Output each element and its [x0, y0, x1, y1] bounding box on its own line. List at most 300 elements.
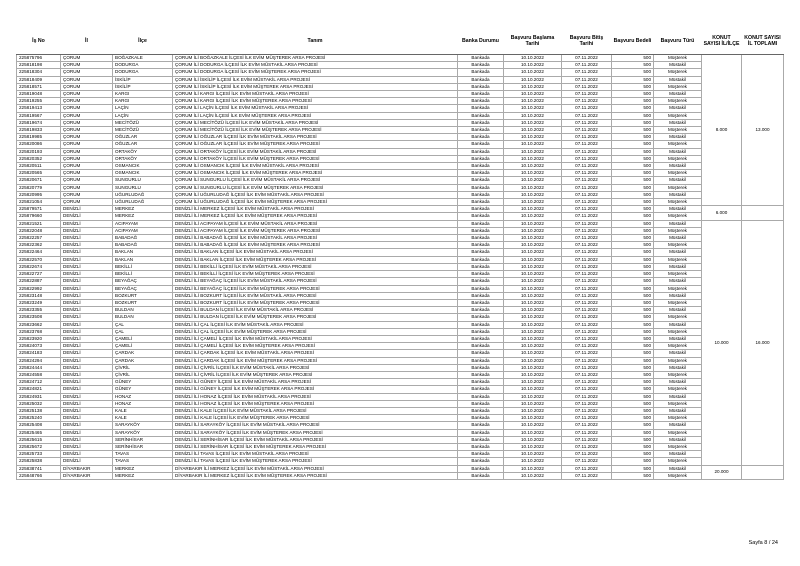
- table-cell: BEKİLLİ: [113, 271, 173, 278]
- table-cell: 225824712: [17, 379, 61, 386]
- table-cell: DENİZLİ: [61, 436, 113, 443]
- table-cell: 225824821: [17, 386, 61, 393]
- table-row: [17, 155, 784, 162]
- table-row: [17, 220, 784, 227]
- table-cell: ÇORUM: [61, 98, 113, 105]
- table-cell: 10.10.2022: [504, 134, 562, 141]
- table-cell: 10.10.2022: [504, 213, 562, 220]
- table-cell: ÇORUM: [61, 55, 113, 62]
- table-cell: 500: [612, 364, 654, 371]
- table-cell: 10.10.2022: [504, 141, 562, 148]
- table-cell: 500: [612, 271, 654, 278]
- table-cell: 500: [612, 386, 654, 393]
- column-header: Başvuru Türü: [654, 28, 702, 55]
- table-row: [17, 422, 784, 429]
- table-cell: Bankada: [458, 155, 504, 162]
- table-cell: MERKEZ: [113, 213, 173, 220]
- table-cell: ÇORUM: [61, 155, 113, 162]
- table-cell: ÇORUM: [61, 141, 113, 148]
- table-row: [17, 299, 784, 306]
- table-cell: ÇORUM İLİ UĞURLUDAĞ İLÇESİ İLK EVİM MÜŞTEREK ARSA PROJESİ: [173, 199, 458, 206]
- table-cell: 10.10.2022: [504, 155, 562, 162]
- table-cell: 225820565: [17, 170, 61, 177]
- table-cell: MECİTÖZÜ: [113, 127, 173, 134]
- table-cell: Müstakil: [654, 220, 702, 227]
- table-cell: DENİZLİ İLİ KALE İLÇESİ İLK EVİM MÜSTAKİL ARSA PROJESİ: [173, 407, 458, 414]
- table-cell: 500: [612, 69, 654, 76]
- table-cell: DENİZLİ: [61, 242, 113, 249]
- table-cell: 500: [612, 134, 654, 141]
- table-cell: DİYARBAKIR: [61, 465, 113, 472]
- table-cell: 07.11.2022: [562, 350, 612, 357]
- table-cell: 07.11.2022: [562, 170, 612, 177]
- table-cell: 07.11.2022: [562, 184, 612, 191]
- table-cell: MERKEZ: [113, 206, 173, 213]
- table-cell: DENİZLİ İLİ GÜNEY İLÇESİ İLK EVİM MÜSTAKİL ARSA PROJESİ: [173, 379, 458, 386]
- table-cell: Bankada: [458, 451, 504, 458]
- table-cell: DENİZLİ: [61, 386, 113, 393]
- table-cell: Bankada: [458, 393, 504, 400]
- table-cell: Bankada: [458, 343, 504, 350]
- table-cell: 500: [612, 285, 654, 292]
- table-cell: ÇORUM İLİ BOĞAZKALE İLÇESİ İLK EVİM MÜŞTEREK ARSA PROJESİ: [173, 55, 458, 62]
- table-cell: Bankada: [458, 134, 504, 141]
- table-cell: Bankada: [458, 119, 504, 126]
- table-cell: 500: [612, 184, 654, 191]
- table-cell: 07.11.2022: [562, 177, 612, 184]
- table-cell: 225823768: [17, 328, 61, 335]
- table-cell: Müşterek: [654, 371, 702, 378]
- table-cell: Müşterek: [654, 213, 702, 220]
- table-cell: 10.10.2022: [504, 91, 562, 98]
- table-cell: 10.10.2022: [504, 55, 562, 62]
- table-row: [17, 451, 784, 458]
- table-cell: ÇORUM İLİ ORTAKÖY İLÇESİ İLK EVİM MÜSTAKİL ARSA PROJESİ: [173, 148, 458, 155]
- table-row: [17, 69, 784, 76]
- table-cell: 10.10.2022: [504, 163, 562, 170]
- table-row: [17, 62, 784, 69]
- table-cell: Bankada: [458, 307, 504, 314]
- table-cell: ÇORUM: [61, 76, 113, 83]
- table-cell: 07.11.2022: [562, 364, 612, 371]
- table-cell: Müşterek: [654, 299, 702, 306]
- table-cell: DENİZLİ İLİ BABADAĞ İLÇESİ İLK EVİM MÜŞTEREK ARSA PROJESİ: [173, 242, 458, 249]
- table-cell: DENİZLİ: [61, 328, 113, 335]
- table-cell: Bankada: [458, 436, 504, 443]
- table-cell: ÇORUM: [61, 91, 113, 98]
- table-cell: DENİZLİ İLİ HONAZ İLÇESİ İLK EVİM MÜSTAKİL ARSA PROJESİ: [173, 393, 458, 400]
- table-row: [17, 256, 784, 263]
- column-header: KONUT SAYISI İL/İLÇE: [702, 28, 742, 55]
- table-cell: ÇORUM İLİ LAÇİN İLÇESİ İLK EVİM MÜŞTEREK ARSA PROJESİ: [173, 112, 458, 119]
- table-cell: 500: [612, 155, 654, 162]
- table-cell: 225823249: [17, 299, 61, 306]
- table-cell: 07.11.2022: [562, 357, 612, 364]
- table-cell: Bankada: [458, 55, 504, 62]
- table-cell: HONAZ: [113, 393, 173, 400]
- table-cell: 225823508: [17, 314, 61, 321]
- table-row: [17, 436, 784, 443]
- column-header: İş No: [17, 28, 61, 55]
- table-cell: Bankada: [458, 170, 504, 177]
- table-cell: Bankada: [458, 335, 504, 342]
- table-cell: 500: [612, 407, 654, 414]
- table-row: [17, 278, 784, 285]
- table-cell: DİYARBAKIR: [61, 472, 113, 479]
- table-row: [17, 249, 784, 256]
- table-cell: 500: [612, 335, 654, 342]
- table-cell: 225825838: [17, 458, 61, 465]
- table-cell: Müşterek: [654, 285, 702, 292]
- table-cell: DENİZLİ İLİ BEKİLLİ İLÇESİ İLK EVİM MÜSTAKİL ARSA PROJESİ: [173, 263, 458, 270]
- table-cell: 10.10.2022: [504, 206, 562, 213]
- table-cell: 500: [612, 119, 654, 126]
- table-cell: Bankada: [458, 199, 504, 206]
- table-row: [17, 379, 784, 386]
- table-cell: Müstakil: [654, 335, 702, 342]
- table-cell: Müşterek: [654, 55, 702, 62]
- table-cell: 07.11.2022: [562, 134, 612, 141]
- table-cell: Müstakil: [654, 134, 702, 141]
- table-cell: DENİZLİ: [61, 256, 113, 263]
- table-cell: 07.11.2022: [562, 436, 612, 443]
- table-cell: Müstakil: [654, 292, 702, 299]
- table-cell: Müşterek: [654, 415, 702, 422]
- table-cell: 10.10.2022: [504, 170, 562, 177]
- table-cell: 10.10.2022: [504, 451, 562, 458]
- table-row: [17, 357, 784, 364]
- table-cell: 07.11.2022: [562, 393, 612, 400]
- table-row: [17, 148, 784, 155]
- table-cell: BULDAN: [113, 307, 173, 314]
- table-cell: DENİZLİ: [61, 443, 113, 450]
- table-cell: ÇAMELİ: [113, 343, 173, 350]
- table-cell: DENİZLİ: [61, 407, 113, 414]
- table-cell: 07.11.2022: [562, 91, 612, 98]
- table-cell: 225822727: [17, 271, 61, 278]
- table-cell: 500: [612, 350, 654, 357]
- table-row: [17, 335, 784, 342]
- table-cell: ÇORUM: [61, 134, 113, 141]
- table-cell: 07.11.2022: [562, 285, 612, 292]
- table-cell: UĞURLUDAĞ: [113, 191, 173, 198]
- table-cell: LAÇİN: [113, 105, 173, 112]
- table-row: [17, 307, 784, 314]
- table-cell: DENİZLİ İLİ BOZKURT İLÇESİ İLK EVİM MÜŞTEREK ARSA PROJESİ: [173, 299, 458, 306]
- table-row: [17, 350, 784, 357]
- table-cell: Müşterek: [654, 199, 702, 206]
- table-cell: Bankada: [458, 69, 504, 76]
- table-cell: Müstakil: [654, 422, 702, 429]
- table-cell: 225822887: [17, 278, 61, 285]
- table-cell: 225820086: [17, 141, 61, 148]
- table-cell: 07.11.2022: [562, 271, 612, 278]
- table-cell: 225825733: [17, 451, 61, 458]
- table-cell: 07.11.2022: [562, 76, 612, 83]
- table-cell: DENİZLİ İLİ GÜNEY İLÇESİ İLK EVİM MÜŞTEREK ARSA PROJESİ: [173, 386, 458, 393]
- table-cell: 500: [612, 472, 654, 479]
- table-cell: Bankada: [458, 242, 504, 249]
- table-cell: 225823355: [17, 307, 61, 314]
- table-cell: 225818409: [17, 76, 61, 83]
- table-row: [17, 285, 784, 292]
- table-cell: 500: [612, 400, 654, 407]
- table-cell: ÇAL: [113, 328, 173, 335]
- table-cell: 07.11.2022: [562, 155, 612, 162]
- table-cell: 500: [612, 263, 654, 270]
- table-cell: 225819413: [17, 105, 61, 112]
- table-cell: 10.10.2022: [504, 299, 562, 306]
- table-cell: 10.10.2022: [504, 415, 562, 422]
- table-cell: DENİZLİ: [61, 415, 113, 422]
- table-cell: Bankada: [458, 458, 504, 465]
- table-cell: 10.10.2022: [504, 443, 562, 450]
- table-row: [17, 328, 784, 335]
- table-cell: 07.11.2022: [562, 191, 612, 198]
- table-row: [17, 458, 784, 465]
- table-cell: Müstakil: [654, 249, 702, 256]
- table-row: [17, 415, 784, 422]
- table-cell: 225820193: [17, 148, 61, 155]
- table-cell: 225824558: [17, 371, 61, 378]
- table-cell: 225819674: [17, 119, 61, 126]
- table-cell: 225818571: [17, 83, 61, 90]
- table-cell: 10.10.2022: [504, 465, 562, 472]
- table-cell: Müşterek: [654, 271, 702, 278]
- table-cell: 10.10.2022: [504, 393, 562, 400]
- table-cell: DENİZLİ: [61, 400, 113, 407]
- table-cell: 225818304: [17, 69, 61, 76]
- table-cell: 10.10.2022: [504, 119, 562, 126]
- table-cell: KARGI: [113, 91, 173, 98]
- table-cell: 07.11.2022: [562, 451, 612, 458]
- konut-sayisi-ilce-cell: 20.000: [702, 465, 742, 479]
- table-row: [17, 112, 784, 119]
- table-cell: KARGI: [113, 98, 173, 105]
- table-cell: ÇORUM: [61, 148, 113, 155]
- table-cell: 225823662: [17, 321, 61, 328]
- table-cell: DENİZLİ: [61, 213, 113, 220]
- table-cell: Bankada: [458, 285, 504, 292]
- table-cell: ÇORUM: [61, 69, 113, 76]
- table-cell: ÇORUM: [61, 62, 113, 69]
- table-cell: DODURGA: [113, 69, 173, 76]
- table-cell: Müşterek: [654, 400, 702, 407]
- table-cell: 225825672: [17, 443, 61, 450]
- table-cell: ACIPAYAM: [113, 220, 173, 227]
- table-cell: 07.11.2022: [562, 278, 612, 285]
- table-cell: 10.10.2022: [504, 292, 562, 299]
- table-cell: Müşterek: [654, 127, 702, 134]
- table-cell: OĞUZLAR: [113, 134, 173, 141]
- table-cell: DENİZLİ: [61, 285, 113, 292]
- table-cell: DENİZLİ: [61, 458, 113, 465]
- table-cell: 10.10.2022: [504, 263, 562, 270]
- table-cell: 10.10.2022: [504, 364, 562, 371]
- table-cell: 225879660: [17, 213, 61, 220]
- table-cell: OĞUZLAR: [113, 141, 173, 148]
- table-header-row: [17, 28, 784, 55]
- table-row: [17, 235, 784, 242]
- table-cell: DENİZLİ: [61, 451, 113, 458]
- table-cell: 10.10.2022: [504, 191, 562, 198]
- table-row: [17, 199, 784, 206]
- table-cell: 10.10.2022: [504, 127, 562, 134]
- table-cell: 10.10.2022: [504, 83, 562, 90]
- table-row: [17, 386, 784, 393]
- table-cell: 10.10.2022: [504, 429, 562, 436]
- table-row: [17, 227, 784, 234]
- table-cell: DENİZLİ İLİ ÇİVRİL İLÇESİ İLK EVİM MÜSTAKİL ARSA PROJESİ: [173, 364, 458, 371]
- table-cell: DENİZLİ İLİ ÇİVRİL İLÇESİ İLK EVİM MÜŞTEREK ARSA PROJESİ: [173, 371, 458, 378]
- table-cell: ÇORUM İLİ OSMANCIK İLÇESİ İLK EVİM MÜŞTEREK ARSA PROJESİ: [173, 170, 458, 177]
- table-cell: Bankada: [458, 148, 504, 155]
- table-cell: 10.10.2022: [504, 69, 562, 76]
- column-header: Banka Durumu: [458, 28, 504, 55]
- table-cell: 10.10.2022: [504, 98, 562, 105]
- column-header: Başvuru Bitiş Tarihi: [562, 28, 612, 55]
- table-cell: Bankada: [458, 400, 504, 407]
- table-cell: 500: [612, 299, 654, 306]
- table-cell: İSKİLİP: [113, 76, 173, 83]
- table-cell: 500: [612, 199, 654, 206]
- column-header: Tanım: [173, 28, 458, 55]
- table-cell: ÇORUM İLİ DODURGA İLÇESİ İLK EVİM MÜSTAKİL ARSA PROJESİ: [173, 62, 458, 69]
- table-cell: DENİZLİ İLİ MERKEZ İLÇESİ İLK EVİM MÜSTAKİL ARSA PROJESİ: [173, 206, 458, 213]
- table-cell: Müstakil: [654, 379, 702, 386]
- table-cell: Bankada: [458, 407, 504, 414]
- table-row: [17, 321, 784, 328]
- table-cell: 500: [612, 321, 654, 328]
- table-cell: Müstakil: [654, 436, 702, 443]
- table-cell: DENİZLİ: [61, 393, 113, 400]
- table-cell: Bankada: [458, 321, 504, 328]
- table-cell: 10.10.2022: [504, 235, 562, 242]
- table-cell: 500: [612, 213, 654, 220]
- table-cell: ÇORUM İLİ KARGI İLÇESİ İLK EVİM MÜŞTEREK ARSA PROJESİ: [173, 98, 458, 105]
- table-cell: Müstakil: [654, 76, 702, 83]
- konut-sayisi-il-toplam-cell: [742, 206, 784, 220]
- table-cell: 225824931: [17, 393, 61, 400]
- table-cell: 10.10.2022: [504, 148, 562, 155]
- table-cell: Müstakil: [654, 465, 702, 472]
- table-cell: 10.10.2022: [504, 328, 562, 335]
- table-cell: 07.11.2022: [562, 328, 612, 335]
- table-cell: DENİZLİ İLİ SERİNHİSAR İLÇESİ İLK EVİM MÜSTAKİL ARSA PROJESİ: [173, 436, 458, 443]
- table-cell: 500: [612, 357, 654, 364]
- table-cell: GÜNEY: [113, 379, 173, 386]
- table-cell: Bankada: [458, 163, 504, 170]
- table-cell: DENİZLİ İLİ BAKLAN İLÇESİ İLK EVİM MÜŞTEREK ARSA PROJESİ: [173, 256, 458, 263]
- table-cell: 225822992: [17, 285, 61, 292]
- table-cell: Bankada: [458, 386, 504, 393]
- table-cell: Müstakil: [654, 105, 702, 112]
- table-cell: Bankada: [458, 235, 504, 242]
- table-cell: Bankada: [458, 105, 504, 112]
- table-row: [17, 98, 784, 105]
- table-cell: 500: [612, 278, 654, 285]
- table-cell: Müşterek: [654, 170, 702, 177]
- table-cell: 500: [612, 62, 654, 69]
- table-cell: Müstakil: [654, 263, 702, 270]
- table-cell: ACIPAYAM: [113, 227, 173, 234]
- table-cell: Bankada: [458, 91, 504, 98]
- table-cell: Müstakil: [654, 163, 702, 170]
- table-cell: Müstakil: [654, 119, 702, 126]
- table-cell: 10.10.2022: [504, 271, 562, 278]
- table-cell: Bankada: [458, 184, 504, 191]
- konut-sayisi-ilce-cell: 8.000: [702, 55, 742, 206]
- table-cell: 500: [612, 163, 654, 170]
- table-cell: ÇORUM İLİ OĞUZLAR İLÇESİ İLK EVİM MÜŞTEREK ARSA PROJESİ: [173, 141, 458, 148]
- table-cell: 10.10.2022: [504, 379, 562, 386]
- table-cell: 225825240: [17, 415, 61, 422]
- table-cell: KALE: [113, 407, 173, 414]
- column-header: İl: [61, 28, 113, 55]
- table-cell: Müstakil: [654, 364, 702, 371]
- table-cell: 10.10.2022: [504, 371, 562, 378]
- table-row: [17, 314, 784, 321]
- table-cell: 225824183: [17, 350, 61, 357]
- table-cell: Müşterek: [654, 112, 702, 119]
- table-row: [17, 141, 784, 148]
- table-cell: 10.10.2022: [504, 335, 562, 342]
- table-cell: 10.10.2022: [504, 285, 562, 292]
- table-cell: MERKEZ: [113, 472, 173, 479]
- table-cell: Müstakil: [654, 321, 702, 328]
- table-cell: MECİTÖZÜ: [113, 119, 173, 126]
- table-cell: DENİZLİ: [61, 350, 113, 357]
- table-cell: Müşterek: [654, 472, 702, 479]
- table-cell: Bankada: [458, 292, 504, 299]
- table-cell: BAKLAN: [113, 256, 173, 263]
- table-cell: DENİZLİ İLİ ÇAMELİ İLÇESİ İLK EVİM MÜŞTEREK ARSA PROJESİ: [173, 343, 458, 350]
- table-cell: Bankada: [458, 127, 504, 134]
- table-cell: 500: [612, 177, 654, 184]
- konut-sayisi-il-toplam-cell: [742, 465, 784, 479]
- table-cell: Bankada: [458, 227, 504, 234]
- table-cell: TAVAS: [113, 451, 173, 458]
- table-cell: Bankada: [458, 249, 504, 256]
- table-cell: 07.11.2022: [562, 343, 612, 350]
- table-cell: 500: [612, 429, 654, 436]
- table-cell: Bankada: [458, 206, 504, 213]
- table-cell: 07.11.2022: [562, 400, 612, 407]
- table-cell: DENİZLİ: [61, 364, 113, 371]
- table-cell: Müstakil: [654, 393, 702, 400]
- table-cell: Bankada: [458, 350, 504, 357]
- table-cell: DENİZLİ İLİ BULDAN İLÇESİ İLK EVİM MÜSTAKİL ARSA PROJESİ: [173, 307, 458, 314]
- konut-sayisi-il-toplam-cell: 13.000: [742, 55, 784, 206]
- table-cell: DENİZLİ: [61, 249, 113, 256]
- table-cell: 10.10.2022: [504, 249, 562, 256]
- table-cell: 10.10.2022: [504, 177, 562, 184]
- table-cell: 07.11.2022: [562, 119, 612, 126]
- table-cell: 10.10.2022: [504, 307, 562, 314]
- table-cell: 10.10.2022: [504, 76, 562, 83]
- table-cell: ÇORUM İLİ OSMANCIK İLÇESİ İLK EVİM MÜSTAKİL ARSA PROJESİ: [173, 163, 458, 170]
- table-cell: ÇİVRİL: [113, 371, 173, 378]
- table-cell: 10.10.2022: [504, 105, 562, 112]
- table-cell: DENİZLİ İLİ HONAZ İLÇESİ İLK EVİM MÜŞTEREK ARSA PROJESİ: [173, 400, 458, 407]
- table-cell: 500: [612, 436, 654, 443]
- table-cell: DENİZLİ: [61, 206, 113, 213]
- table-cell: DENİZLİ İLİ ÇAMELİ İLÇESİ İLK EVİM MÜSTAKİL ARSA PROJESİ: [173, 335, 458, 342]
- table-cell: 07.11.2022: [562, 227, 612, 234]
- table-cell: ÇİVRİL: [113, 364, 173, 371]
- table-cell: 500: [612, 443, 654, 450]
- table-cell: Müstakil: [654, 278, 702, 285]
